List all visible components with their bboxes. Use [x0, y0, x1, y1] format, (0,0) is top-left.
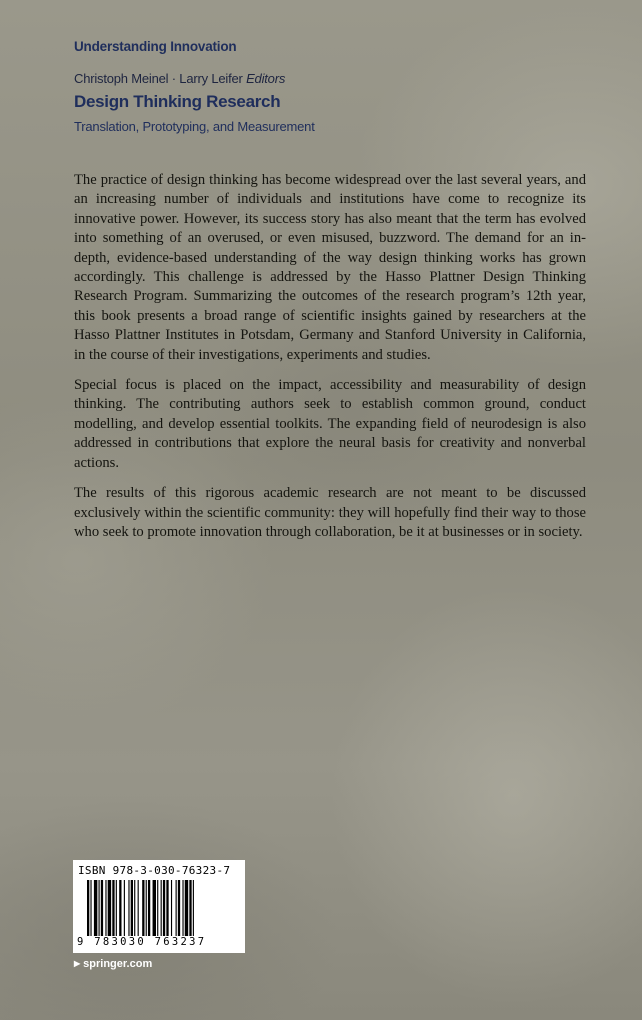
- editors-line: [74, 71, 285, 86]
- isbn-label: ISBN 978-3-030-76323-7: [78, 864, 231, 877]
- barcode-bar: [112, 880, 114, 936]
- blurb-paragraph-1: The practice of design thinking has become widespread over the last several years, and an increasing number of individuals and institutions have come to recognize its innovative power. However, its success story has also meant that the term has evolved into something of an overused, or even misused, buzzword. The demand for an in-depth, evidence-based understanding of the way design thinking works has grown accordingly. This challenge is addressed by the Hasso Plattner Design Thinking Research Program. Summarizing the outcomes of the research program’s 12th year, this book presents a broad range of scientific insights gained by researchers at the Hasso Plattner Institutes in Potsdam, Germany and Stanford University in California, in the course of their investigations, experiments and studies.: [74, 172, 586, 363]
- barcode-bar: [134, 880, 135, 936]
- barcode-bar: [119, 880, 121, 936]
- editors-role: Editors: [246, 71, 286, 86]
- barcode-bar: [99, 880, 100, 936]
- barcode-bar: [178, 880, 180, 936]
- triangle-right-icon: ▶: [74, 959, 81, 968]
- barcode-bar: [157, 880, 158, 936]
- barcode-bar: [153, 880, 156, 936]
- barcode-image: [87, 880, 233, 936]
- publisher-link[interactable]: [74, 958, 152, 970]
- barcode-bar: [148, 880, 150, 936]
- blurb-paragraph-2: Special focus is placed on the impact, accessibility and measurability of design thinking. The contributing authors seek to establish common ground, conduct modelling, and develop essential toolkits. The expanding field of neurodesign is also addressed in contributions that explore the neural basis for creativity and nonverbal actions.: [74, 377, 586, 471]
- barcode-bar: [142, 880, 144, 936]
- barcode-bar: [116, 880, 117, 936]
- barcode-bar: [101, 880, 103, 936]
- book-subtitle: Translation, Prototyping, and Measurement: [74, 119, 315, 134]
- barcode-bar: [161, 880, 162, 936]
- barcode-bar: [128, 880, 129, 936]
- barcode-bar: [193, 880, 194, 936]
- blurb-paragraph-3: The results of this rigorous academic research are not meant to be discussed exclusively within the scientific community: they will hopefully find their way to those who seek to promote innovation through collaboration, be it at businesses or in society.: [74, 485, 586, 540]
- isbn-digits: 9 783030 763237: [77, 936, 207, 948]
- barcode-bar: [124, 880, 125, 936]
- publisher-url: springer.com: [83, 958, 153, 970]
- barcode-bar: [146, 880, 147, 936]
- barcode-bar: [87, 880, 89, 936]
- barcode-bar: [171, 880, 172, 936]
- barcode-bar: [163, 880, 165, 936]
- back-cover-blurb: [74, 171, 586, 553]
- barcode-bar: [131, 880, 133, 936]
- barcode-bar: [90, 880, 91, 936]
- series-title: Understanding Innovation: [74, 39, 237, 54]
- isbn-barcode-block: [73, 860, 245, 953]
- barcode-bar: [189, 880, 191, 936]
- barcode-bar: [105, 880, 106, 936]
- barcode-bar: [185, 880, 188, 936]
- barcode-bar: [176, 880, 177, 936]
- barcode-bar: [108, 880, 111, 936]
- editor-names: Christoph Meinel · Larry Leifer: [74, 71, 243, 86]
- barcode-bar: [138, 880, 139, 936]
- barcode-bar: [94, 880, 97, 936]
- barcode-bar: [182, 880, 183, 936]
- barcode-bar: [166, 880, 168, 936]
- book-title: Design Thinking Research: [74, 92, 281, 111]
